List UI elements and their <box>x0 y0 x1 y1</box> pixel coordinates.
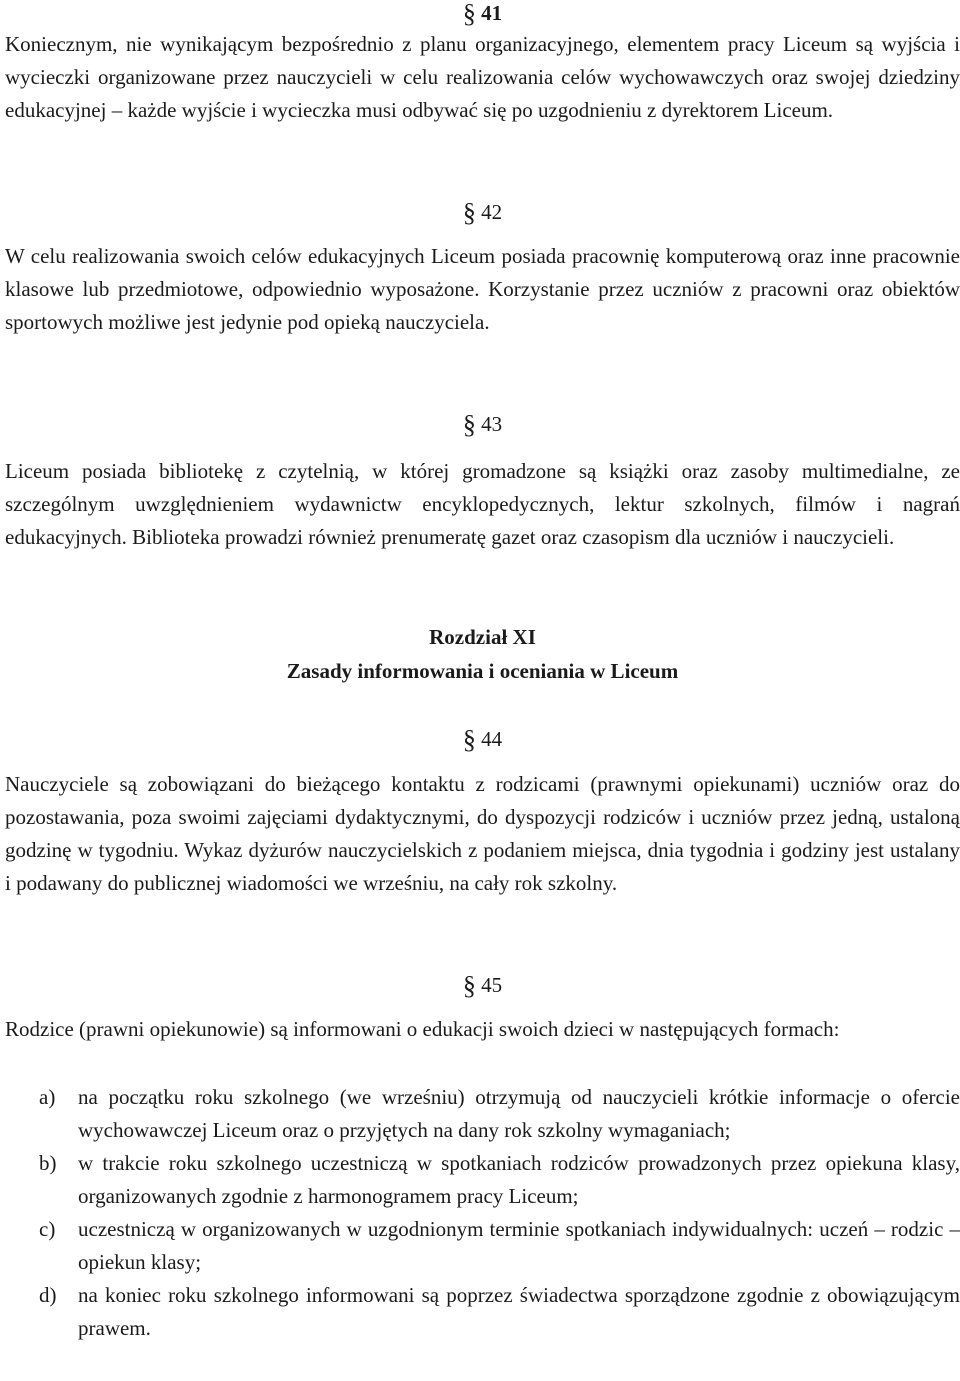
list-item-text: w trakcie roku szkolnego uczestniczą w spotkaniach rodziców prowadzonych przez opiekuna klasy, organizowanych zgodnie z harmonogramem pracy Liceum; <box>78 1151 960 1208</box>
section-45-intro: Rodzice (prawni opiekunowie) są informowani o edukacji swoich dzieci w następujących formach: <box>5 1017 840 1041</box>
list-item <box>5 1213 960 1279</box>
list-item <box>5 1147 960 1213</box>
list-item-text: na koniec roku szkolnego informowani są poprzez świadectwa sporządzone zgodnie z obowiązującym prawem. <box>78 1283 960 1340</box>
list-item <box>5 1081 960 1147</box>
section-42-heading <box>5 199 960 226</box>
section-44-heading <box>5 726 960 753</box>
section-sign: § <box>462 410 476 439</box>
chapter-title: Zasady informowania i oceniania w Liceum <box>286 659 679 683</box>
section-45-list <box>5 1081 960 1345</box>
section-sign: § <box>462 0 476 28</box>
section-sign: § <box>462 971 476 1000</box>
section-45-heading <box>5 972 960 999</box>
section-43-heading <box>5 411 960 438</box>
section-sign: § <box>462 725 476 754</box>
section-45-number: 45 <box>481 973 503 997</box>
list-item-marker: d) <box>39 1283 57 1307</box>
section-44-paragraph: Nauczyciele są zobowiązani do bieżącego kontaktu z rodzicami (prawnymi opiekunami) uczniów oraz do pozostawania, poza swoimi zajęciami dydaktycznymi, do dyspozycji rodziców i uczniów przez jedną, ustaloną godzinę w tygodniu. Wykaz dyżurów nauczycielskich z podaniem miejsca, dnia tygodnia i godziny jest ustalany i podawany do publicznej wiadomości we wrześniu, na cały rok szkolny. <box>5 772 960 895</box>
list-item-marker: a) <box>39 1085 56 1109</box>
section-44-number: 44 <box>481 727 503 751</box>
section-41-number: 41 <box>481 1 503 25</box>
section-41-paragraph: Koniecznym, nie wynikającym bezpośrednio z planu organizacyjnego, elementem pracy Liceum są wyjścia i wycieczki organizowane przez nauczycieli w celu realizowania celów wychowawczych oraz swojej dziedziny edukacyjnej – każde wyjście i wycieczka musi odbywać się po uzgodnieniu z dyrektorem Liceum. <box>5 32 960 122</box>
chapter-number: Rozdział XI <box>429 625 536 649</box>
section-sign: § <box>462 198 476 227</box>
section-43-number: 43 <box>481 412 503 436</box>
list-item-marker: b) <box>39 1151 57 1175</box>
list-item <box>5 1279 960 1345</box>
list-item-text: na początku roku szkolnego (we wrześniu) otrzymują od nauczycieli krótkie informacje o ofercie wychowawczej Liceum oraz o przyjętych na dany rok szkolny wymaganiach; <box>78 1085 960 1142</box>
section-42-paragraph: W celu realizowania swoich celów edukacyjnych Liceum posiada pracownię komputerową oraz inne pracownie klasowe lub przedmiotowe, odpowiednio wyposażone. Korzystanie przez uczniów z pracowni oraz obiektów sportowych możliwe jest jedynie pod opieką nauczyciela. <box>5 244 960 334</box>
section-42-number: 42 <box>481 200 503 224</box>
section-43-paragraph: Liceum posiada bibliotekę z czytelnią, w której gromadzone są książki oraz zasoby multimedialne, ze szczególnym uwzględnieniem wydawnictw encyklopedycznych, lektur szkolnych, filmów i nagrań edukacyjnych. Biblioteka prowadzi również prenumeratę gazet oraz czasopism dla uczniów i nauczycieli. <box>5 459 960 549</box>
list-item-marker: c) <box>39 1217 56 1241</box>
section-41-heading <box>5 0 960 27</box>
list-item-text: uczestniczą w organizowanych w uzgodnionym terminie spotkaniach indywidualnych: uczeń – rodzic – opiekun klasy; <box>78 1217 960 1274</box>
